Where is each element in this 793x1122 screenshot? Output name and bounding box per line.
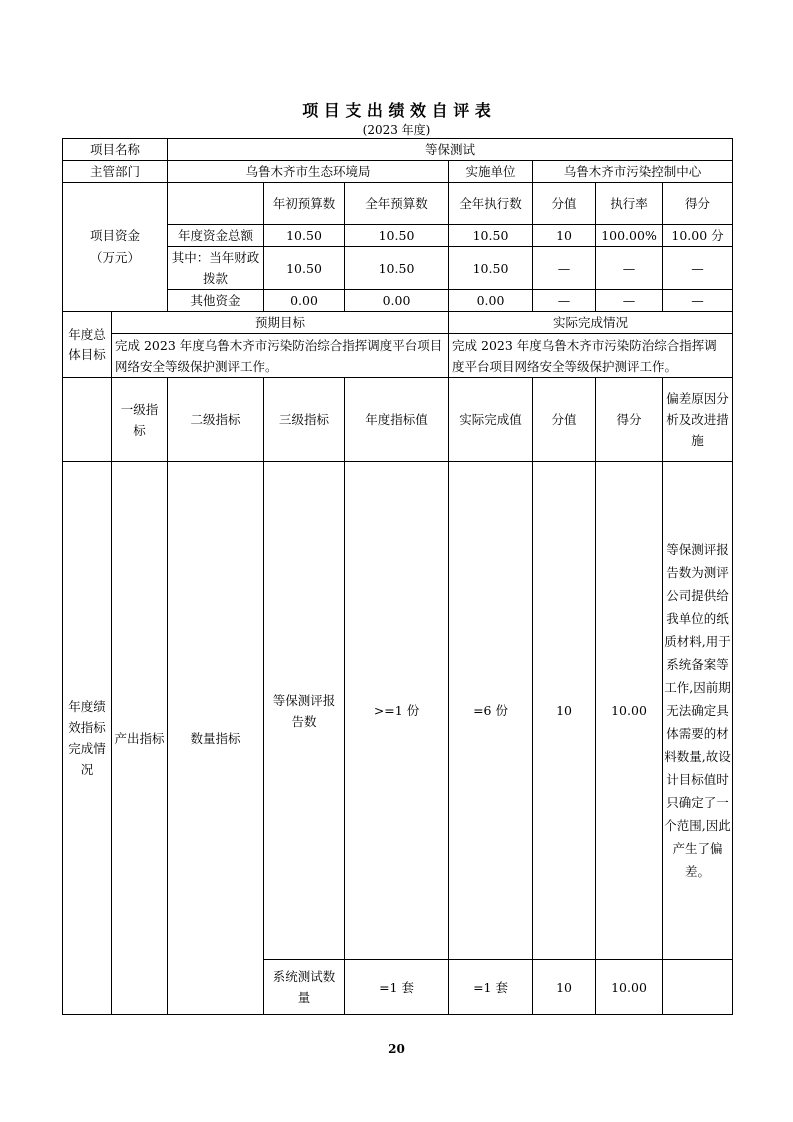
funds-cell: —	[533, 247, 596, 290]
funds-cell: 0.00	[449, 290, 533, 312]
funds-cell: 10.50	[449, 247, 533, 290]
funds-label: 项目资金 （万元）	[63, 183, 168, 312]
indicator-level2: 数量指标	[168, 462, 264, 1015]
funds-header-cell: 全年执行数	[449, 183, 533, 225]
funds-cell: 0.00	[264, 290, 345, 312]
indicator-header-cell: 得分	[596, 378, 663, 462]
indicator-score-value: 10	[533, 462, 596, 960]
project-name-row	[63, 139, 733, 161]
indicator-header-cell: 分值	[533, 378, 596, 462]
indicator-header-cell: 实际完成值	[449, 378, 533, 462]
indicator-target: =1 套	[345, 960, 449, 1015]
funds-header-cell: 分值	[533, 183, 596, 225]
funds-cell: 10.50	[449, 225, 533, 247]
project-name-label: 项目名称	[63, 139, 168, 161]
goals-label: 年度总体目标	[63, 312, 112, 378]
indicator-score: 10.00	[596, 960, 663, 1015]
indicator-score: 10.00	[596, 462, 663, 960]
funds-cell: —	[596, 247, 663, 290]
funds-row-label: 其他资金	[168, 290, 264, 312]
planned-goal-header: 预期目标	[112, 312, 449, 334]
funds-header-cell: 执行率	[596, 183, 663, 225]
indicator-level1: 产出指标	[112, 462, 168, 1015]
indicator-actual: =6 份	[449, 462, 533, 960]
indicator-target: >=1 份	[345, 462, 449, 960]
funds-cell: 10.00 分	[663, 225, 733, 247]
dept-label: 主管部门	[63, 161, 168, 183]
funds-header-row	[63, 183, 733, 225]
indicator-header-cell: 二级指标	[168, 378, 264, 462]
goals-header-row	[63, 312, 733, 334]
indicator-deviation	[663, 960, 733, 1015]
funds-cell: 0.00	[345, 290, 449, 312]
project-name-value: 等保测试	[168, 139, 733, 161]
page-subtitle: (2023 年度)	[362, 123, 431, 137]
indicators-section-label: 年度绩效指标完成情况	[63, 462, 112, 1015]
indicator-row	[63, 462, 733, 960]
funds-cell: —	[533, 290, 596, 312]
indicators-header-row	[63, 378, 733, 462]
indicator-header-cell: 偏差原因分析及改进措施	[663, 378, 733, 462]
funds-cell: —	[596, 290, 663, 312]
funds-cell: 10.50	[345, 225, 449, 247]
self-evaluation-table	[62, 138, 733, 1015]
indicator-level3: 等保测评报告数	[264, 462, 345, 960]
actual-goal-header: 实际完成情况	[449, 312, 733, 334]
indicators-header-blank	[63, 378, 112, 462]
indicator-actual: =1 套	[449, 960, 533, 1015]
page-title: 项 目 支 出 绩 效 自 评 表	[302, 101, 491, 120]
page-number: 20	[388, 1042, 405, 1056]
funds-cell: —	[663, 290, 733, 312]
department-row	[63, 161, 733, 183]
unit-label: 实施单位	[449, 161, 533, 183]
funds-cell: 10.50	[264, 225, 345, 247]
goals-row	[63, 334, 733, 378]
unit-value: 乌鲁木齐市污染控制中心	[533, 161, 733, 183]
funds-header-blank	[168, 183, 264, 225]
indicator-header-cell: 一级指标	[112, 378, 168, 462]
funds-header-cell: 全年预算数	[345, 183, 449, 225]
planned-goal-text: 完成 2023 年度乌鲁木齐市污染防治综合指挥调度平台项目网络安全等级保护测评工作。	[112, 334, 449, 378]
funds-cell: 100.00%	[596, 225, 663, 247]
funds-header-cell: 得分	[663, 183, 733, 225]
indicator-score-value: 10	[533, 960, 596, 1015]
indicator-level3: 系统测试数量	[264, 960, 345, 1015]
indicator-header-cell: 年度指标值	[345, 378, 449, 462]
funds-header-cell: 年初预算数	[264, 183, 345, 225]
funds-cell: 10.50	[345, 247, 449, 290]
funds-cell: 10.50	[264, 247, 345, 290]
actual-goal-text: 完成 2023 年度乌鲁木齐市污染防治综合指挥调度平台项目网络安全等级保护测评工作。	[449, 334, 733, 378]
funds-row-label: 其中：当年财政拨款	[168, 247, 264, 290]
indicator-header-cell: 三级指标	[264, 378, 345, 462]
funds-cell: 10	[533, 225, 596, 247]
indicator-deviation: 等保测评报告数为测评公司提供给我单位的纸质材料,用于系统备案等工作,因前期无法确定具体需要的材料数量,故设计目标值时只确定了一个范围,因此产生了偏差。	[663, 462, 733, 960]
funds-row-label: 年度资金总额	[168, 225, 264, 247]
dept-value: 乌鲁木齐市生态环境局	[168, 161, 449, 183]
funds-cell: —	[663, 247, 733, 290]
